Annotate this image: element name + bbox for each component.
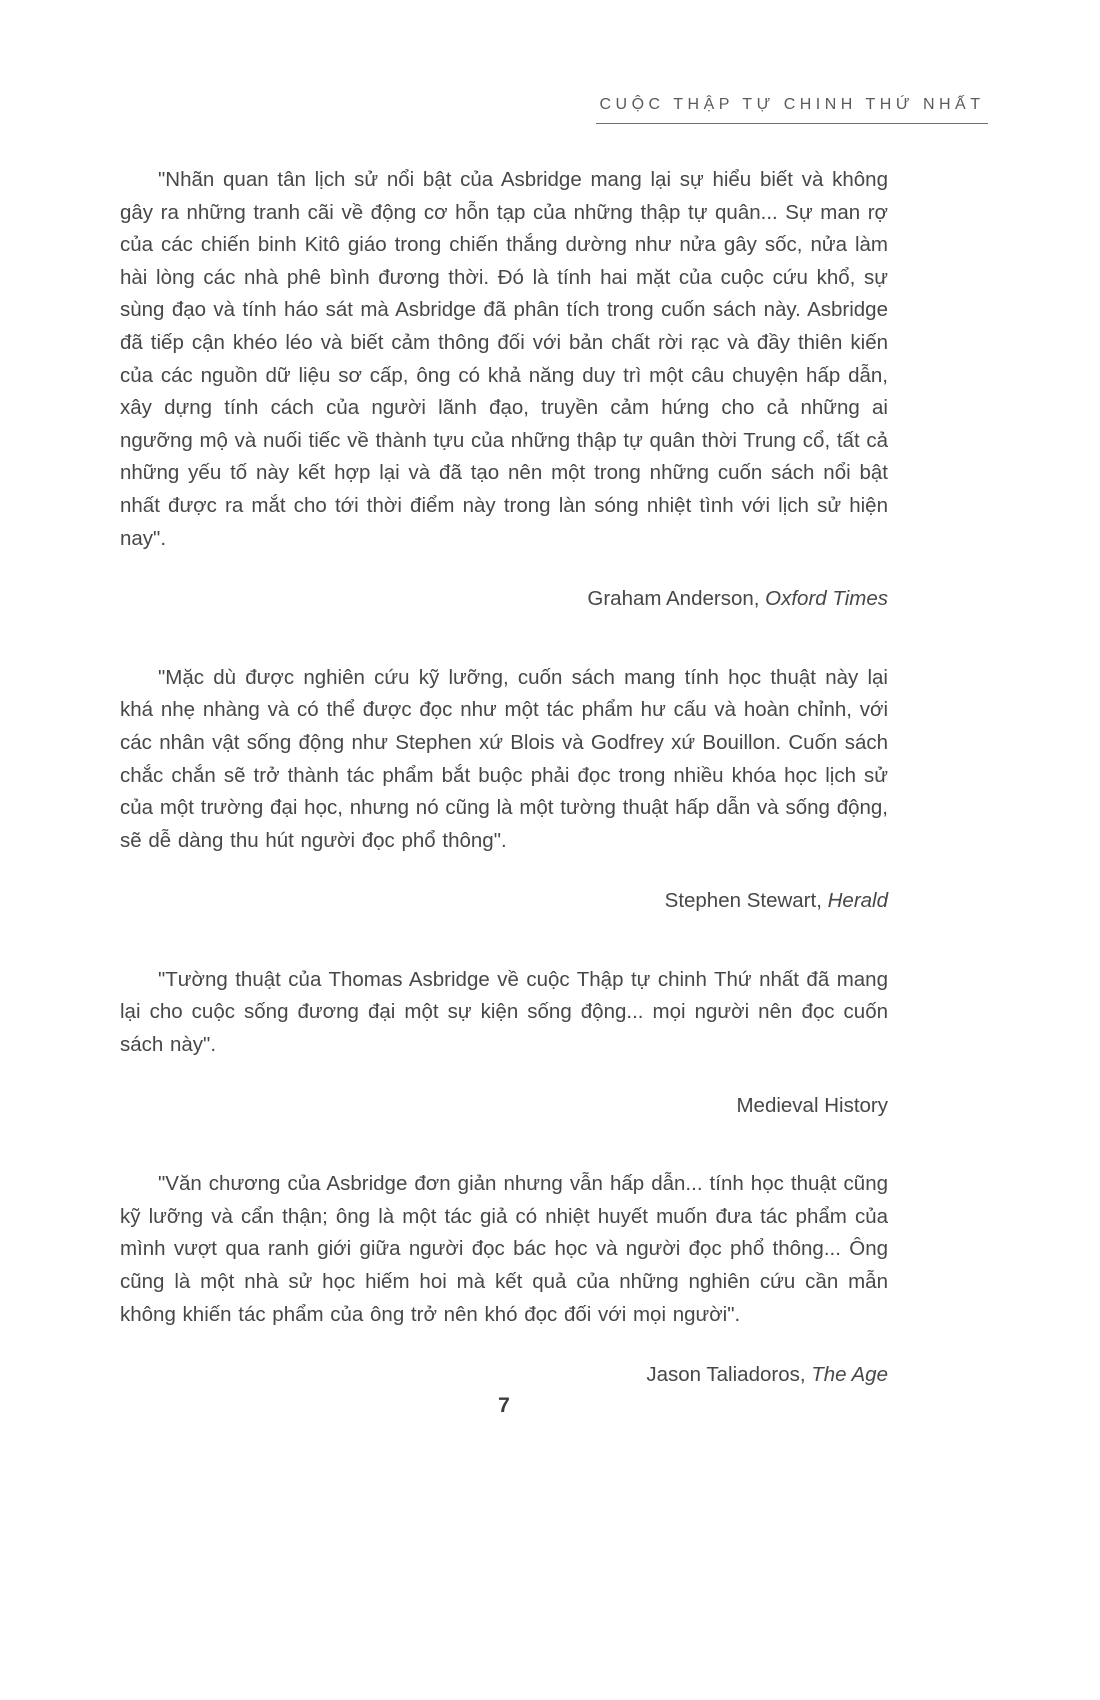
attribution-source-2: Herald	[827, 889, 888, 913]
quote-attribution-2	[120, 885, 888, 918]
quote-attribution-3	[120, 1090, 888, 1123]
quote-attribution-4	[120, 1359, 888, 1392]
quote-paragraph-2: "Mặc dù được nghiên cứu kỹ lưỡng, cuốn sách mang tính học thuật này lại khá nhẹ nhàng và có thể được đọc như một tác phẩm hư cấu và hoàn chỉnh, với các nhân vật sống động như Stephen xứ Blois và Godfrey xứ Bouillon. Cuốn sách chắc chắn sẽ trở thành tác phẩm bắt buộc phải đọc trong nhiều khóa học lịch sử của một trường đại học, nhưng nó cũng là một tường thuật hấp dẫn và sống động, sẽ dễ dàng thu hút người đọc phổ thông".	[120, 665, 888, 852]
quote-paragraph-3: "Tường thuật của Thomas Asbridge về cuộc Thập tự chinh Thứ nhất đã mang lại cho cuộc sống đương đại một sự kiện sống động... mọi người nên đọc cuốn sách này".	[120, 967, 888, 1057]
attribution-name-3: Medieval History	[736, 1093, 888, 1117]
attribution-name-2: Stephen Stewart,	[664, 889, 828, 913]
running-header-title: CUỘC THẬP TỰ CHINH THỨ NHẤT	[599, 96, 985, 113]
attribution-source-1: Oxford Times	[765, 587, 888, 611]
page-content	[120, 164, 888, 1392]
attribution-name-4: Jason Taliadoros,	[646, 1363, 812, 1387]
quote-attribution-1	[120, 583, 888, 616]
attribution-name-1: Graham Anderson,	[587, 587, 766, 611]
page-number: 7	[498, 1394, 510, 1417]
running-header	[596, 96, 988, 124]
attribution-source-4: The Age	[811, 1363, 888, 1387]
quote-paragraph-1: "Nhãn quan tân lịch sử nổi bật của Asbridge mang lại sự hiểu biết và không gây ra những tranh cãi về động cơ hỗn tạp của những thập tự quân... Sự man rợ của các chiến binh Kitô giáo trong chiến thắng dường như nửa gây sốc, nửa làm hài lòng các nhà phê bình đương thời. Đó là tính hai mặt của cuộc cứu khổ, sự sùng đạo và tính háo sát mà Asbridge đã phân tích trong cuốn sách này. Asbridge đã tiếp cận khéo léo và biết cảm thông đối với bản chất rời rạc và đầy thiên kiến của các nguồn dữ liệu sơ cấp, ông có khả năng duy trì một câu chuyện hấp dẫn, xây dựng tính cách của người lãnh đạo, truyền cảm hứng cho cả những ai ngưỡng mộ và nuối tiếc về thành tựu của những thập tự quân thời Trung cổ, tất cả những yếu tố này kết hợp lại và đã tạo nên một trong những cuốn sách nổi bật nhất được ra mắt cho tới thời điểm này trong làn sóng nhiệt tình với lịch sử hiện nay".	[120, 168, 888, 550]
quote-paragraph-4: "Văn chương của Asbridge đơn giản nhưng vẫn hấp dẫn... tính học thuật cũng kỹ lưỡng và cẩn thận; ông là một tác giả có nhiệt huyết muốn đưa tác phẩm của mình vượt qua ranh giới giữa người đọc bác học và người đọc phổ thông... Ông cũng là một nhà sử học hiếm hoi mà kết quả của những nghiên cứu cần mẫn không khiến tác phẩm của ông trở nên khó đọc đối với mọi người".	[120, 1172, 888, 1326]
